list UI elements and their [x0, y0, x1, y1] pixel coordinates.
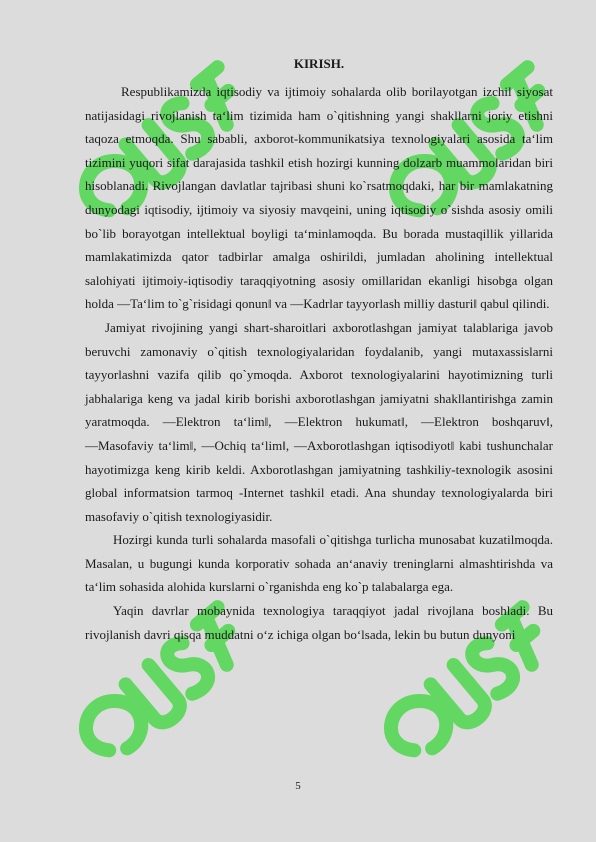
document-body [85, 56, 553, 646]
paragraph-1: Respublikamizda iqtisodiy va ijtimoiy sohalarda olib borilayotgan izchil siyosat natijasidagi rivojlanish ta‘lim tizimida ham o`qitishning yangi shakllarni joriy etishni taqozа etmoqda. Shu sababli, axborot-kommunikatsiya texnologiyalari asosida ta‘lim tizimini yuqori sifat darajasida tashkil etish hozirgi kunning dolzarb muammolaridan biri hisoblanadi. Rivojlangan davlatlar tajribasi shuni ko`rsatmoqdaki, har bir mamlakatning dunyodagi iqtisodiy, ijtimoiy va siyosiy mavqeini, uning iqtisodiy o`sishda asosiy omili bo`lib borayotgan intellektual boyligi ta‘minlamoqda. Bu borada mustaqillik yillarida mamlakatimizda qator tadbirlar amalga oshirildi, jumladan aholining intellektual salohiyati ijtimoiy-iqtisodiy taraqqiyotning asosiy omillaridan ekanligi hisobga olgan holda ―Ta‘lim to`g`risidagi qonun‖ va ―Kadrlar tayyorlash milliy dasturi‖ qabul qilindi. [85, 84, 553, 312]
paragraph-3: Hozirgi kunda turli sohalarda masofali o`qitishga turlicha munosabat kuzatilmoqda. Masalan, u bugungi kunda korporativ sohada an‘anaviy treninglarni almashtirishda va ta‘lim sohasida alohida kurslarni o`rganishda eng ko`p talabalarga ega. [85, 532, 553, 595]
paragraph-4: Yaqin davrlar mobaynida texnologiya taraqqiyot jadal rivojlana boshladi. Bu rivojlanish davri qisqa muddatni o‘z ichiga olgan bo‘lsada, lekin bu butun dunyoni [85, 603, 553, 642]
section-title: KIRISH. [293, 56, 345, 71]
page-number: 5 [295, 780, 301, 792]
paragraph-2: Jamiyat rivojining yangi shart-sharoitlari axborotlashgan jamiyat talablariga javob beruvchi zamonaviy o`qitish texnologiyalaridan foydalanib, yangi mutaxassislarni tayyorlashni vazifa qilib qo`ymoqda. Axborot texnologiyalarini hayotimizning turli jabhalariga keng va jadal kirib borishi axborotlashgan jamiyatni shakllantirishga zamin yaratmoqda. ―Elektron ta‘lim‖, ―Elektron hukumat‖, ―Elektron boshqaruv‖, ―Masofaviy ta‘lim‖, ―Ochiq ta‘lim‖, ―Axborotlashgan iqtisodiyot‖ kabi tushunchalar hayotimizga keng kirib keldi. Axborotlashgan jamiyatning tashkiliy-texnologik asosini global informatsion tarmoq -Internet tashkil etadi. Ana shunday texnologiyalarda biri masofaviy o`qitish texnologiyasidir. [85, 319, 553, 524]
